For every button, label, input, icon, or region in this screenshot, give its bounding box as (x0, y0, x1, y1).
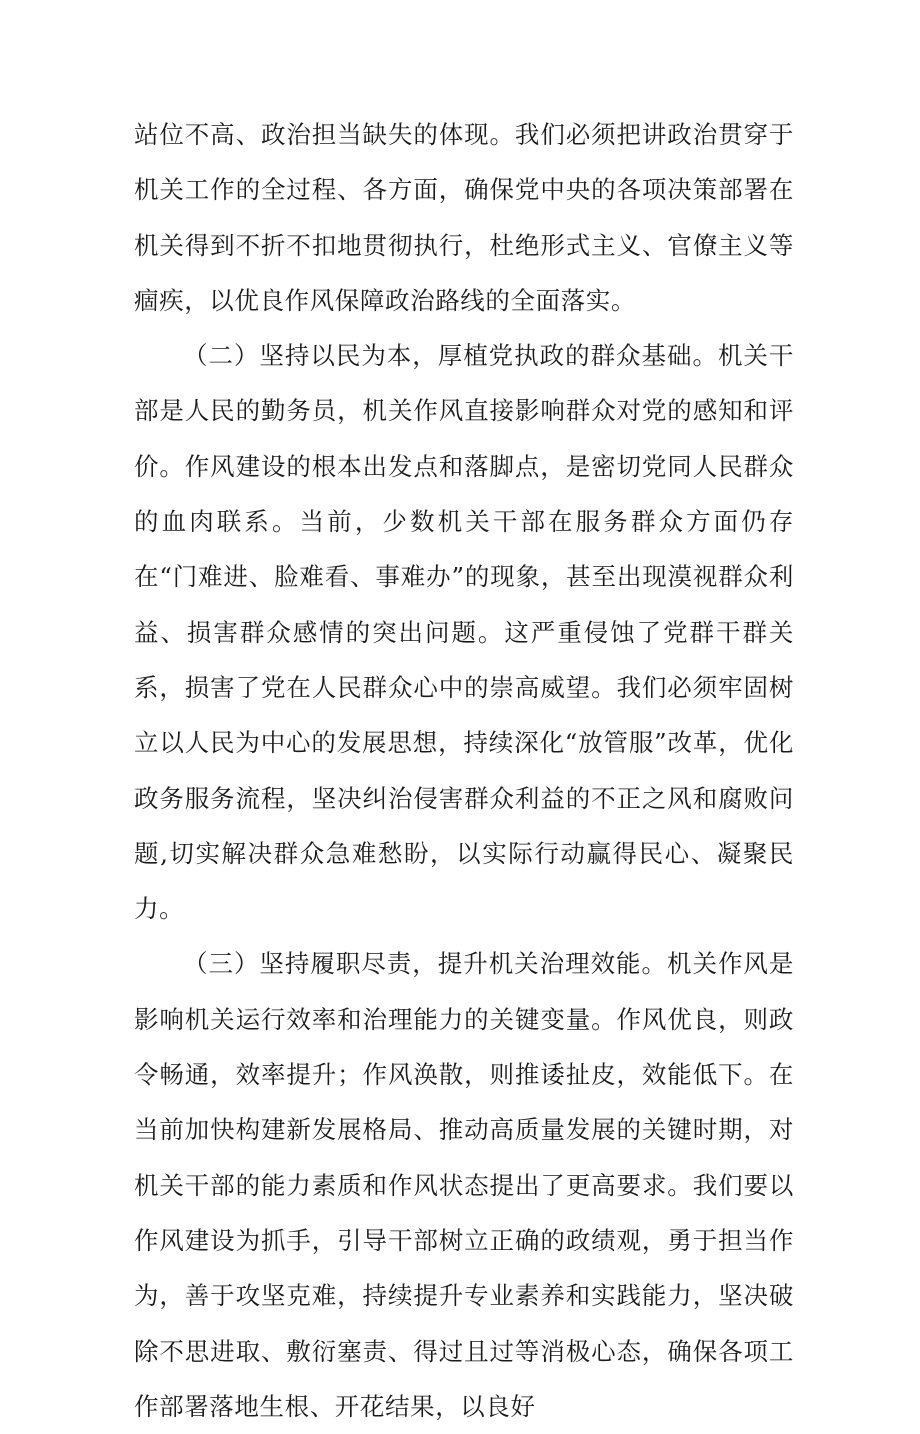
paragraph-political-stance: 站位不高、政治担当缺失的体现。我们必须把讲政治贯穿于机关工作的全过程、各方面，确保党中央的各项决策部署在机关得到不折不扣地贯彻执行，杜绝形式主义、官僚主义等痼疾，以优良作风保障政治路线的全面落实。 (134, 120, 794, 315)
paragraph-people-centered: （二）坚持以民为本，厚植党执政的群众基础。机关干部是人民的勤务员，机关作风直接影响群众对党的感知和评价。作风建设的根本出发点和落脚点，是密切党同人民群众的血肉联系。当前，少数机关干部在服务群众方面仍存在“门难进、脸难看、事难办”的现象，甚至出现漠视群众利益、损害群众感情的突出问题。这严重侵蚀了党群干群关系，损害了党在人民群众心中的崇高威望。我们必须牢固树立以人民为中心的发展思想，持续深化“放管服”改革，优化政务服务流程，坚决纠治侵害群众利益的不正之风和腐败问题,切实解决群众急难愁盼，以实际行动赢得民心、凝聚民力。 (134, 341, 794, 924)
paragraph-duty-efficiency: （三）坚持履职尽责，提升机关治理效能。机关作风是影响机关运行效率和治理能力的关键变量。作风优良，则政令畅通，效率提升；作风涣散，则推诿扯皮，效能低下。在当前加快构建新发展格局、推动高质量发展的关键时期，对机关干部的能力素质和作风状态提出了更高要求。我们要以作风建设为抓手，引导干部树立正确的政绩观，勇于担当作为，善于攻坚克难，持续提升专业素养和实践能力，坚决破除不思进取、敷衍塞责、得过且过等消极心态，确保各项工作部署落地生根、开花结果，以良好 (134, 949, 794, 1421)
document-body (134, 107, 794, 1434)
